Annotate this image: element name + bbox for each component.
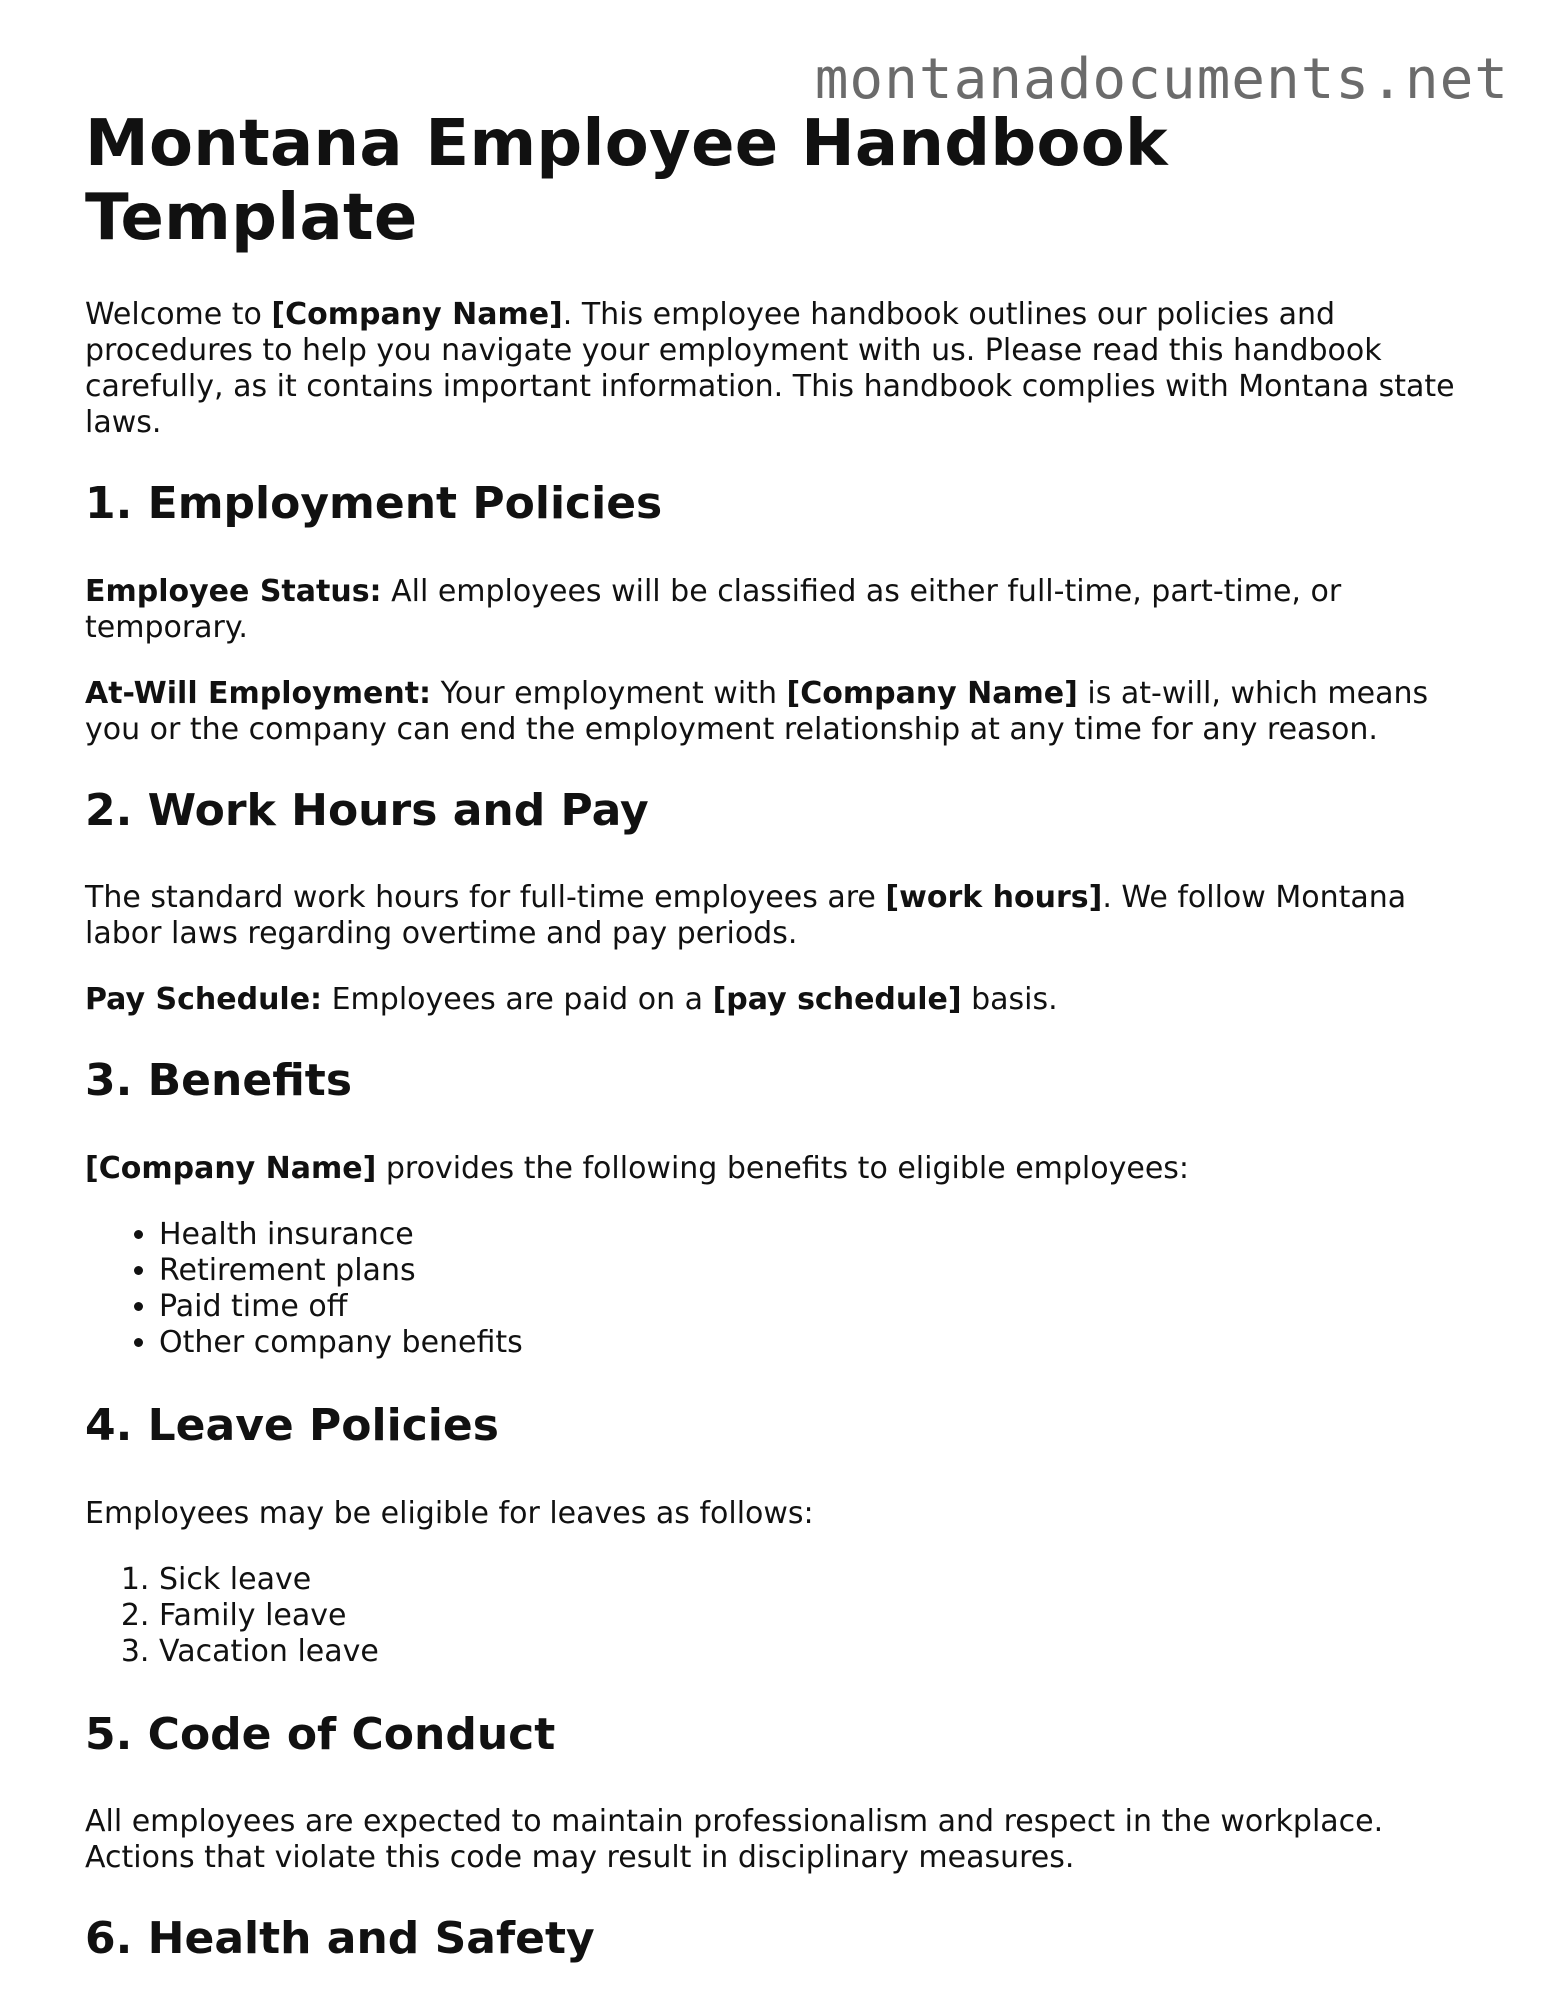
code-of-conduct-paragraph: All employees are expected to maintain professionalism and respect in the workplace. Actions that violate this code may result in disciplinary measures. (85, 1804, 1384, 1876)
at-will-label: At-Will Employment: (85, 675, 432, 711)
section-heading-work-hours: 2. Work Hours and Pay (85, 784, 649, 836)
company-name-placeholder: [Company Name] (786, 675, 1078, 711)
work-hours-paragraph (85, 880, 1485, 952)
section-heading-code-of-conduct: 5. Code of Conduct (85, 1708, 556, 1760)
section-heading-leave-policies: 4. Leave Policies (85, 1399, 499, 1451)
list-item: 3. Vacation leave (159, 1634, 1485, 1670)
section-heading-employment-policies: 1. Employment Policies (85, 478, 663, 530)
company-name-placeholder: [Company Name] (85, 1150, 377, 1186)
leave-intro: Employees may be eligible for leaves as follows: (85, 1495, 814, 1531)
pay-schedule-paragraph (85, 982, 1485, 1018)
leave-list (85, 1562, 1485, 1670)
intro-paragraph (85, 297, 1485, 441)
employee-status-text: All employees will be classified as either full-time, part-time, or temporary. (85, 573, 1342, 645)
benefits-intro (85, 1151, 1485, 1187)
list-item: • Retirement plans (159, 1253, 1485, 1289)
pay-schedule-placeholder: [pay schedule] (712, 982, 962, 1018)
work-hours-text-2: . We follow Montana labor laws regarding overtime and pay periods. (85, 880, 1407, 952)
list-item: 1. Sick leave (159, 1562, 1485, 1598)
company-name-placeholder: [Company Name] (271, 297, 563, 333)
list-item: 2. Family leave (159, 1598, 1485, 1634)
benefits-intro-text: provides the following benefits to eligible employees: (376, 1150, 1190, 1186)
pay-schedule-text-1: Employees are paid on a (322, 982, 713, 1018)
employee-status-label: Employee Status: (85, 573, 382, 609)
pay-schedule-text-2: basis. (961, 982, 1058, 1018)
section-heading-benefits: 3. Benefits (85, 1055, 353, 1107)
list-item: • Health insurance (159, 1217, 1485, 1253)
list-item: • Paid time off (159, 1289, 1485, 1325)
pay-schedule-label: Pay Schedule: (85, 982, 323, 1018)
page-title: Montana Employee Handbook Template (85, 107, 1168, 255)
watermark: montanadocuments.net (814, 47, 1509, 112)
list-item: • Other company benefits (159, 1325, 1485, 1361)
section-heading-health-safety: 6. Health and Safety (85, 1913, 595, 1965)
benefits-list (85, 1217, 1485, 1361)
at-will-text-2: is at-will, which means you or the company can end the employment relationship at any time for any reason. (85, 675, 1429, 747)
intro-rest: . This employee handbook outlines our policies and procedures to help you navigate your employment with us. Please read this handbook carefully, as it contains important information. This handbook complies with Montana state laws. (85, 297, 1455, 441)
intro-welcome: Welcome to (85, 297, 272, 333)
work-hours-placeholder: [work hours] (885, 880, 1103, 916)
employee-status-paragraph (85, 574, 1485, 646)
at-will-paragraph (85, 676, 1485, 748)
document-body (85, 108, 1485, 2009)
at-will-text-1: Your employment with (431, 675, 787, 711)
work-hours-text-1: The standard work hours for full-time employees are (85, 880, 886, 916)
